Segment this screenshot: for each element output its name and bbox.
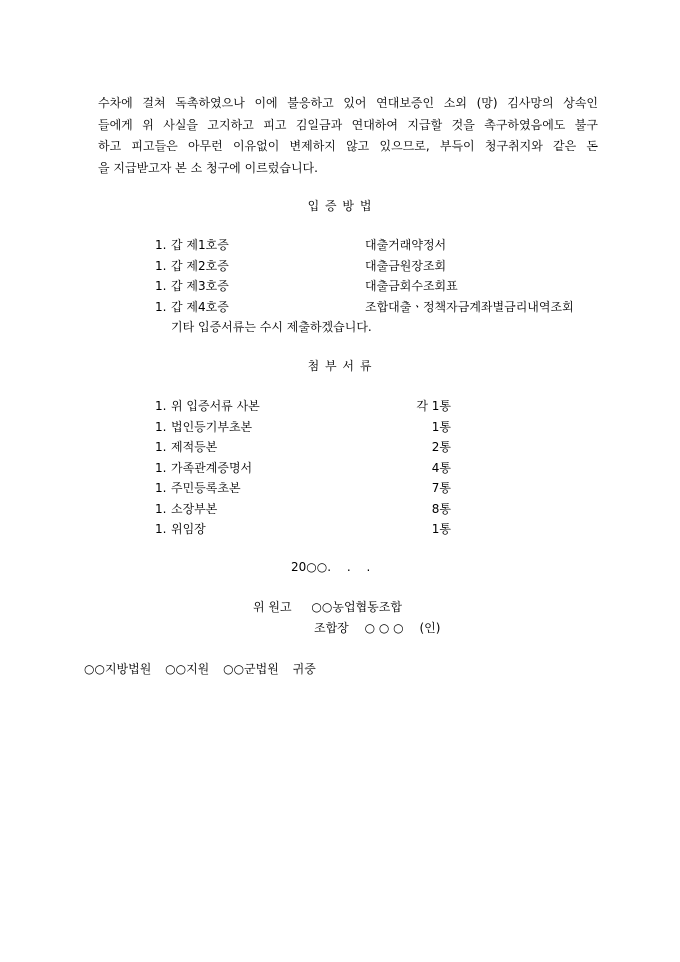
seal-mark: (인) — [419, 621, 441, 635]
attachments-heading: 첨 부 서 류 — [307, 359, 373, 373]
item-label: 갑 제2호증 — [171, 258, 229, 273]
item-label: 가족관계증명서 — [171, 460, 253, 475]
list-item — [155, 276, 574, 297]
item-number: 1. — [155, 501, 167, 516]
court-branch: ○○지원 — [165, 662, 210, 676]
item-description: 조합대출ㆍ정책자금계좌별금리내역조회 — [365, 299, 574, 314]
paragraph-line: 하고 피고들은 아무런 이유없이 변제하지 않고 있으므로, 부득이 청구취지와 같은 돈 — [98, 139, 598, 153]
body-paragraph — [98, 93, 598, 179]
list-item — [155, 396, 451, 417]
evidence-heading: 입 증 방 법 — [307, 199, 373, 213]
list-item — [155, 297, 574, 318]
item-number: 1. — [155, 440, 167, 454]
filing-date — [291, 560, 382, 574]
item-label: 제적등본 — [171, 440, 218, 454]
item-label: 위임장 — [171, 522, 206, 536]
list-item — [155, 417, 451, 438]
item-description: 대출금원장조회 — [365, 258, 447, 273]
item-label: 법인등기부초본 — [171, 419, 253, 434]
item-label: 갑 제1호증 — [171, 238, 229, 252]
plaintiff-line — [253, 598, 402, 615]
list-item — [155, 478, 451, 499]
item-number: 1. — [155, 481, 167, 495]
item-count: 2통 — [431, 440, 451, 454]
list-item — [155, 235, 574, 256]
item-number: 1. — [155, 419, 167, 434]
plaintiff-name: ○○농업협동조합 — [311, 600, 402, 614]
item-number: 1. — [155, 238, 167, 252]
evidence-note: 기타 입증서류는 수시 제출하겠습니다. — [171, 320, 372, 334]
court-district: ○○지방법원 — [84, 662, 152, 676]
item-label: 갑 제4호증 — [171, 299, 229, 314]
item-number: 1. — [155, 399, 167, 413]
item-label: 갑 제3호증 — [171, 279, 229, 293]
item-count: 1통 — [431, 522, 451, 536]
paragraph-line: 을 지급받고자 본 소 청구에 이르렀습니다. — [98, 160, 318, 175]
court-suffix: 귀중 — [292, 662, 316, 676]
paragraph-line: 수차에 걸쳐 독촉하였으나 이에 불응하고 있어 연대보증인 소외 (망) 김사망의 상속인 — [98, 96, 598, 110]
item-number: 1. — [155, 460, 167, 475]
item-label: 위 입증서류 사본 — [171, 399, 260, 413]
date-month: . — [346, 560, 351, 574]
attachments-list — [155, 396, 451, 540]
item-description: 대출금회수조회표 — [365, 279, 458, 293]
chair-label: 조합장 — [314, 621, 349, 635]
court-county: ○○군법원 — [223, 662, 279, 676]
court-addressee — [84, 660, 326, 677]
item-count: 4통 — [431, 460, 451, 475]
date-day: . — [366, 560, 371, 574]
item-number: 1. — [155, 522, 167, 536]
list-item — [155, 519, 451, 540]
item-number: 1. — [155, 258, 167, 273]
item-count: 8통 — [431, 501, 451, 516]
item-label: 소장부본 — [171, 501, 218, 516]
list-item — [155, 499, 451, 520]
item-number: 1. — [155, 299, 167, 314]
chair-name: ○ ○ ○ — [364, 621, 404, 635]
item-description: 대출거래약정서 — [365, 238, 447, 252]
item-count: 각 1통 — [416, 399, 451, 413]
date-year: 20○○. — [291, 560, 332, 574]
item-label: 주민등록초본 — [171, 481, 241, 495]
list-item — [155, 256, 574, 277]
chair-line — [314, 619, 452, 636]
plaintiff-label: 위 원고 — [253, 600, 292, 614]
list-item — [155, 437, 451, 458]
paragraph-line: 들에게 위 사실을 고지하고 피고 김일금과 연대하여 지급할 것을 촉구하였음에도 불구 — [98, 117, 598, 132]
item-count: 7통 — [431, 481, 451, 495]
item-number: 1. — [155, 279, 167, 293]
evidence-list — [155, 235, 574, 338]
list-item — [155, 458, 451, 479]
item-count: 1통 — [431, 419, 451, 434]
